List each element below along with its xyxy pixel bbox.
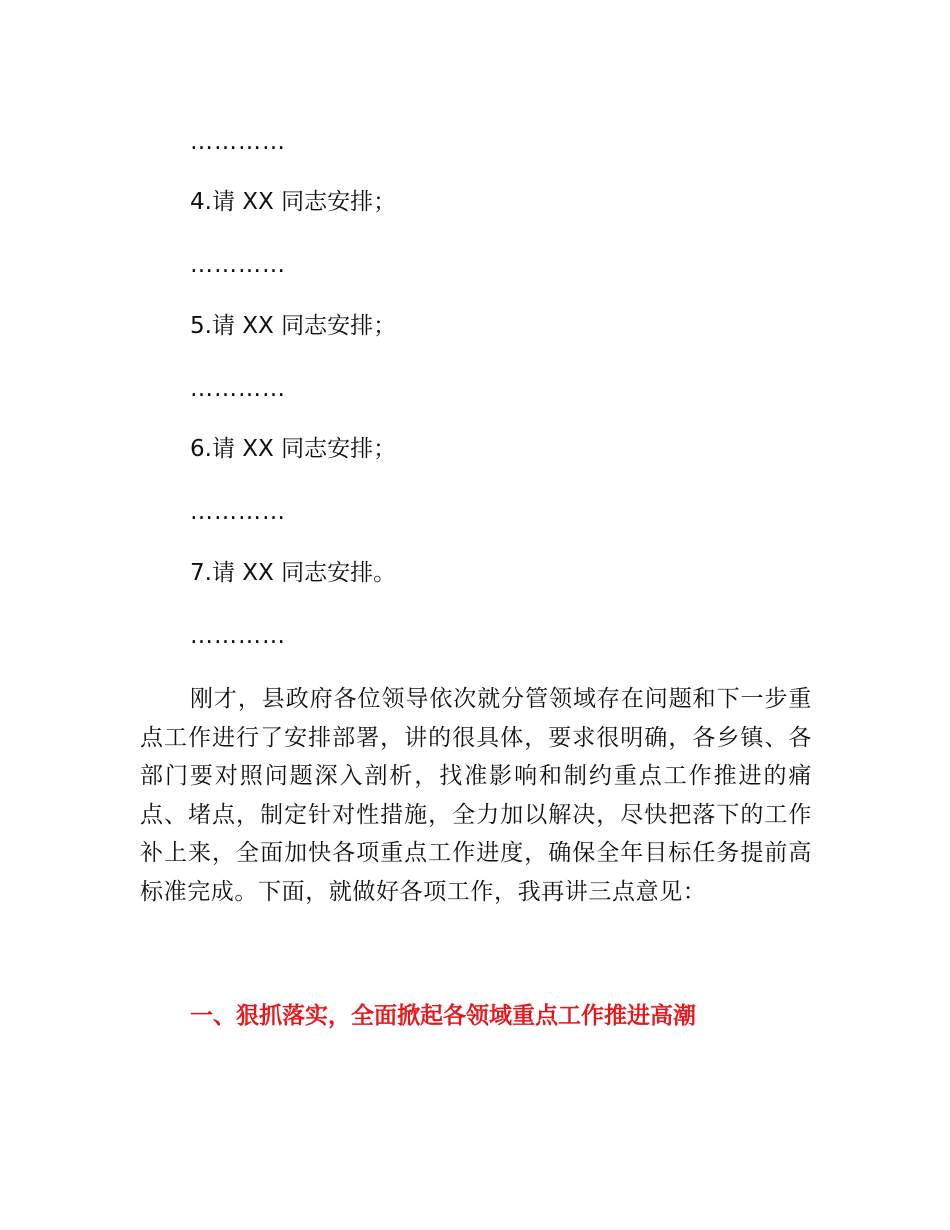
ellipsis-line: ………… — [190, 499, 286, 525]
list-item-5: 5.请 XX 同志安排； — [190, 313, 397, 339]
list-item-4: 4.请 XX 同志安排； — [190, 189, 397, 215]
list-item-6: 6.请 XX 同志安排； — [190, 436, 397, 462]
ellipsis-line: ………… — [190, 376, 286, 402]
section-heading: 一、狠抓落实，全面掀起各领域重点工作推进高潮 — [190, 1003, 696, 1029]
ellipsis-line: ………… — [190, 252, 286, 278]
body-paragraph: 刚才，县政府各位领导依次就分管领域存在问题和下一步重点工作进行了安排部署，讲的很具体，要求很明确，各乡镇、各部门要对照问题深入剖析，找准影响和制约重点工作推进的痛点、堵点，制定针对性措施，全力加以解决，尽快把落下的工作补上来，全面加快各项重点工作进度，确保全年目标任务提前高标准完成。下面，就做好各项工作，我再讲三点意见： — [140, 686, 812, 905]
ellipsis-line: ………… — [190, 129, 286, 155]
list-item-7: 7.请 XX 同志安排。 — [190, 560, 397, 586]
ellipsis-line: ………… — [190, 623, 286, 649]
